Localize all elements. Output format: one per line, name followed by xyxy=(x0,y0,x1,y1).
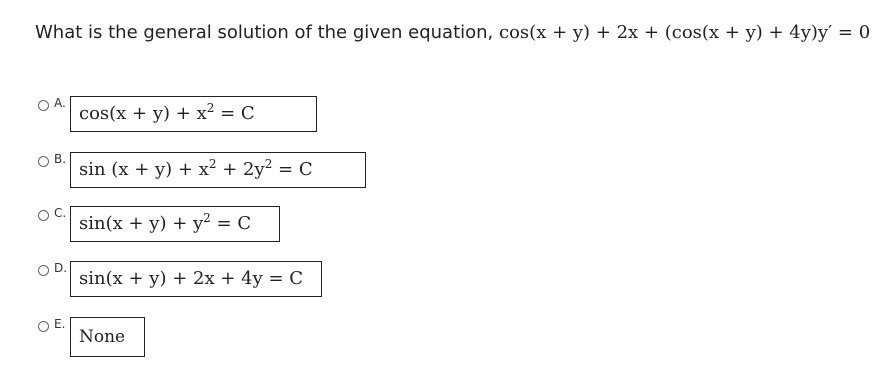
option-b-radio[interactable] xyxy=(38,156,49,167)
option-b-answer[interactable] xyxy=(70,152,366,188)
option-d-letter: D. xyxy=(54,261,68,275)
option-b-exponent: 2 xyxy=(264,157,273,171)
option-c-radio[interactable] xyxy=(38,210,49,221)
option-e-radio[interactable] xyxy=(38,321,49,332)
option-a-answer[interactable] xyxy=(70,96,317,132)
option-a-letter: A. xyxy=(54,96,66,110)
option-c-part: = C xyxy=(210,213,252,234)
question-prefix: What is the general solution of the given equation, xyxy=(35,22,494,43)
option-d-radio[interactable] xyxy=(38,265,49,276)
option-b-letter: B. xyxy=(54,152,67,166)
option-a-part: cos(x + y) + x xyxy=(79,103,207,124)
option-b-part: = C xyxy=(272,159,313,180)
option-a-part: = C xyxy=(214,103,255,124)
option-a-exponent: 2 xyxy=(206,101,215,115)
option-c-letter: C. xyxy=(54,206,67,220)
option-c-part: sin(x + y) + y xyxy=(79,213,204,234)
option-e-letter: E. xyxy=(54,317,66,331)
option-e-answer[interactable]: None xyxy=(70,317,145,357)
question-equation: cos(x + y) + 2x + (cos(x + y) + 4y)y′ = 0 xyxy=(499,22,871,43)
question-text xyxy=(35,22,870,43)
option-b-part: + 2y xyxy=(216,159,265,180)
option-c-answer[interactable] xyxy=(70,206,280,242)
option-c-exponent: 2 xyxy=(203,211,211,225)
option-d-answer[interactable]: sin(x + y) + 2x + 4y = C xyxy=(70,261,322,297)
option-b-exponent: 2 xyxy=(208,157,217,171)
option-a-radio[interactable] xyxy=(38,100,49,111)
option-b-part: sin (x + y) + x xyxy=(79,159,209,180)
